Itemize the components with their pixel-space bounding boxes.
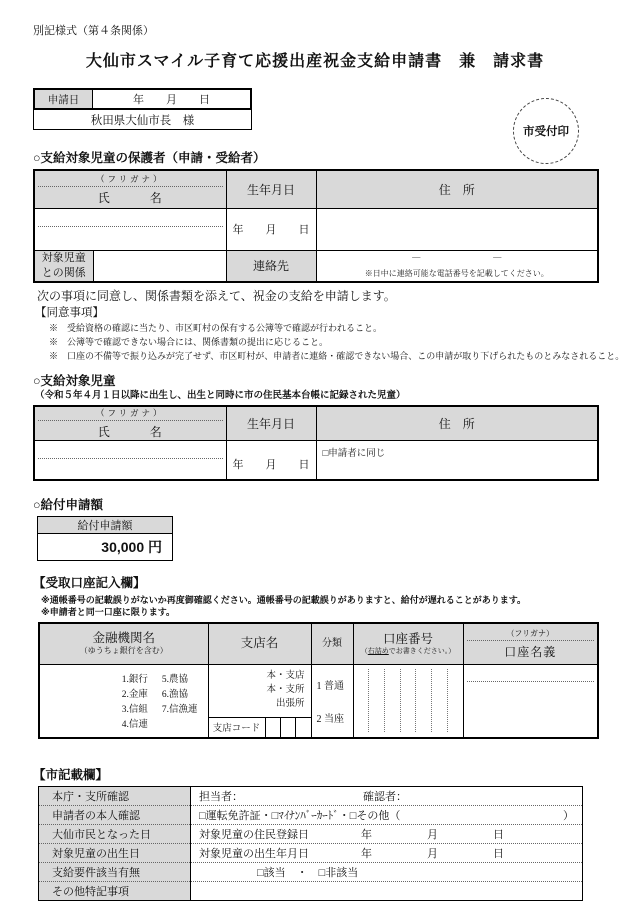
consent-intro: 次の事項に同意し、関係書類を添えて、祝金の支給を申請します。 [37, 289, 396, 303]
account-digit-cell[interactable] [431, 669, 447, 732]
phone-dash: － [410, 252, 422, 265]
category-input[interactable] [311, 665, 353, 738]
branch-code-cell[interactable] [280, 718, 295, 737]
category-label: 分類 [322, 638, 342, 650]
account-digit-grid [354, 665, 463, 736]
account-digit-cell[interactable] [415, 669, 431, 732]
category-options [312, 668, 353, 734]
addressee: 秋田県大仙市長 様 [33, 110, 252, 130]
guardian-birth-input[interactable]: 年 月 日 [226, 208, 316, 250]
phone-note: ※日中に連絡可能な電話番号を記載してください。 [364, 269, 549, 279]
guardian-section-heading: ○支給対象児童の保護者（申請・受給者） [33, 151, 266, 165]
consent-heading: 【同意事項】 [35, 307, 104, 319]
phone-dash: － [491, 252, 503, 265]
child-address-input[interactable] [316, 441, 598, 480]
institution-sub-label: （ゆうちょ銀行を含む） [79, 646, 168, 656]
eligibility-cell[interactable] [191, 862, 583, 881]
date-placeholder[interactable]: 年 月 日 [361, 847, 504, 860]
child-name-input[interactable] [34, 441, 226, 480]
branch-option: 本・支店 [266, 671, 305, 681]
account-digit-cell[interactable] [354, 669, 369, 732]
same-as-applicant-checkbox[interactable]: □申請者に同じ [322, 449, 386, 459]
branch-header [208, 623, 311, 665]
branch-options [209, 665, 311, 711]
amount-section-heading: ○給付申請額 [33, 497, 104, 512]
furigana-label: （フリガナ） [38, 173, 223, 187]
guardian-table [33, 169, 599, 283]
office-row-label: 対象児童の出生日 [39, 843, 191, 862]
office-section-heading: 【市記載欄】 [33, 767, 109, 782]
consent-item: ※ 受給資格の確認に当たり、市区町村の保有する公簿等で確認が行われること。 [49, 323, 383, 333]
child-address-header: 住 所 [316, 406, 598, 441]
holder-header [463, 623, 598, 665]
institution-options [122, 673, 198, 733]
branch-option: 出張所 [275, 699, 305, 709]
office-row-label: その他特記事項 [39, 881, 191, 900]
branch-code-label: 支店コード [209, 718, 266, 737]
name-label: 氏 名 [97, 425, 163, 439]
office-staff-label: 担当者： [199, 790, 243, 803]
consent-item: ※ 口座の不備等で振り込みが完了せず、市区町村が、申請者に連絡・確認できない場合、この申請が取り下げられたものとみなされること。 [49, 351, 625, 361]
account-number-header [353, 623, 463, 665]
remarks-cell[interactable] [191, 881, 583, 900]
institution-label: 金融機関名 [92, 631, 155, 646]
resident-reg-label: 対象児童の住民登録日 [199, 828, 309, 841]
application-date-input[interactable]: 年 月 日 [133, 94, 210, 106]
institution-option: 6.漁協 [161, 689, 188, 700]
amount-value: 30,000 円 [38, 533, 173, 560]
institution-input[interactable] [39, 665, 208, 738]
id-check-options[interactable]: □運転免許証・□ﾏｲﾅﾝﾊﾞｰｶｰﾄﾞ・□その他（ [199, 809, 401, 822]
category-header [311, 623, 353, 665]
child-birthdate-label: 対象児童の出生年月日 [199, 847, 309, 860]
bank-section-heading: 【受取口座記入欄】 [33, 575, 146, 590]
application-date-table [33, 88, 252, 130]
office-row-label: 支給要件該当有無 [39, 862, 191, 881]
guardian-furigana-input[interactable] [38, 209, 223, 227]
contact-label: 連絡先 [226, 250, 316, 282]
office-confirmation-cell[interactable] [191, 786, 583, 805]
stamp-label: 市受付印 [523, 126, 569, 138]
category-option[interactable]: 2 当座 [316, 713, 344, 725]
bank-notes [41, 594, 597, 618]
city-reception-stamp-circle [513, 98, 579, 164]
id-check-cell[interactable] [191, 805, 583, 824]
holder-furigana-input[interactable] [467, 665, 595, 682]
relation-input[interactable] [93, 250, 226, 282]
holder-label: 口座名義 [504, 644, 557, 659]
account-digit-cell[interactable] [447, 669, 463, 732]
institution-option: 4.信連 [121, 719, 148, 730]
institution-option: 2.金庫 [121, 689, 148, 700]
child-section-heading: ○支給対象児童 [33, 374, 116, 388]
guardian-address-input[interactable] [316, 208, 598, 250]
amount-table [37, 516, 173, 561]
office-row-label: 大仙市民となった日 [39, 824, 191, 843]
id-check-paren-close: ） [563, 809, 574, 822]
guardian-name-input[interactable] [34, 208, 226, 250]
guardian-birth-header: 生年月日 [226, 170, 316, 208]
office-row-label: 申請者の本人確認 [39, 805, 191, 824]
name-label: 氏 名 [97, 190, 163, 205]
account-digit-cell[interactable] [368, 669, 384, 732]
child-table [33, 405, 599, 481]
guardian-address-header: 住 所 [316, 170, 598, 208]
account-digit-cell[interactable] [400, 669, 416, 732]
account-number-input[interactable] [353, 665, 463, 738]
institution-option: 1.銀行 [121, 674, 148, 685]
child-birth-header: 生年月日 [226, 406, 316, 441]
branch-code-row [209, 717, 311, 737]
office-row-label: 本庁・支所確認 [39, 786, 191, 805]
child-name-header [34, 406, 226, 441]
child-birth-input[interactable]: 年 月 日 [226, 441, 316, 480]
institution-option: 3.信組 [121, 704, 148, 715]
application-date-label: 申請日 [35, 90, 93, 108]
child-furigana-input[interactable] [38, 441, 223, 459]
institution-option [162, 718, 198, 733]
consent-item: ※ 公簿等で確認できない場合には、関係書類の提出に応じること。 [49, 337, 329, 347]
contact-phone-input[interactable] [316, 250, 598, 282]
amount-label: 給付申請額 [38, 516, 173, 533]
branch-code-cell[interactable] [295, 718, 310, 737]
date-placeholder[interactable]: 年 月 日 [361, 828, 504, 841]
institution-option: 7.信漁連 [161, 704, 198, 715]
account-digit-cell[interactable] [384, 669, 400, 732]
office-checker-label: 確認者： [363, 790, 407, 803]
resident-registration-cell[interactable] [191, 824, 583, 843]
branch-code-cell[interactable] [266, 718, 280, 737]
office-table [38, 786, 583, 901]
bank-note: ※通帳番号の記載誤りがないか再度御確認ください。通帳番号の記載誤りがありますと、給付が遅れることがあります。 [41, 594, 527, 605]
guardian-name-header [34, 170, 226, 208]
document-title: 大仙市スマイル子育て応援出産祝金支給申請書 兼 請求書 [85, 53, 545, 70]
consent-block [33, 288, 625, 363]
eligibility-options[interactable]: □該当 ・ □非該当 [257, 866, 359, 879]
furigana-label: （フリガナ） [38, 407, 223, 421]
holder-furigana-label: （フリガナ） [467, 628, 595, 641]
institution-option: 5.農協 [161, 674, 188, 685]
branch-label: 支店名 [240, 636, 279, 651]
branch-option: 本・支所 [266, 685, 305, 695]
holder-input[interactable] [463, 665, 598, 738]
branch-input[interactable] [208, 665, 311, 738]
bank-note: ※申請者と同一口座に限ります。 [41, 606, 176, 617]
category-option[interactable]: 1 普通 [316, 680, 344, 692]
account-number-label: 口座番号 [382, 631, 433, 646]
application-date-row [33, 88, 252, 110]
child-eligibility-note: （令和５年４月１日以降に出生し、出生と同時に市の住民基本台帳に記録された児童） [35, 390, 406, 401]
institution-header [39, 623, 208, 665]
form-reference: 別記様式（第４条関係） [33, 25, 154, 37]
phone-dash-row [317, 252, 598, 265]
bank-table [38, 622, 599, 739]
child-birthdate-cell[interactable] [191, 843, 583, 862]
account-number-note: （右詰めでお書きください。） [360, 646, 456, 655]
relation-label: 対象児童との関係 [34, 250, 93, 282]
